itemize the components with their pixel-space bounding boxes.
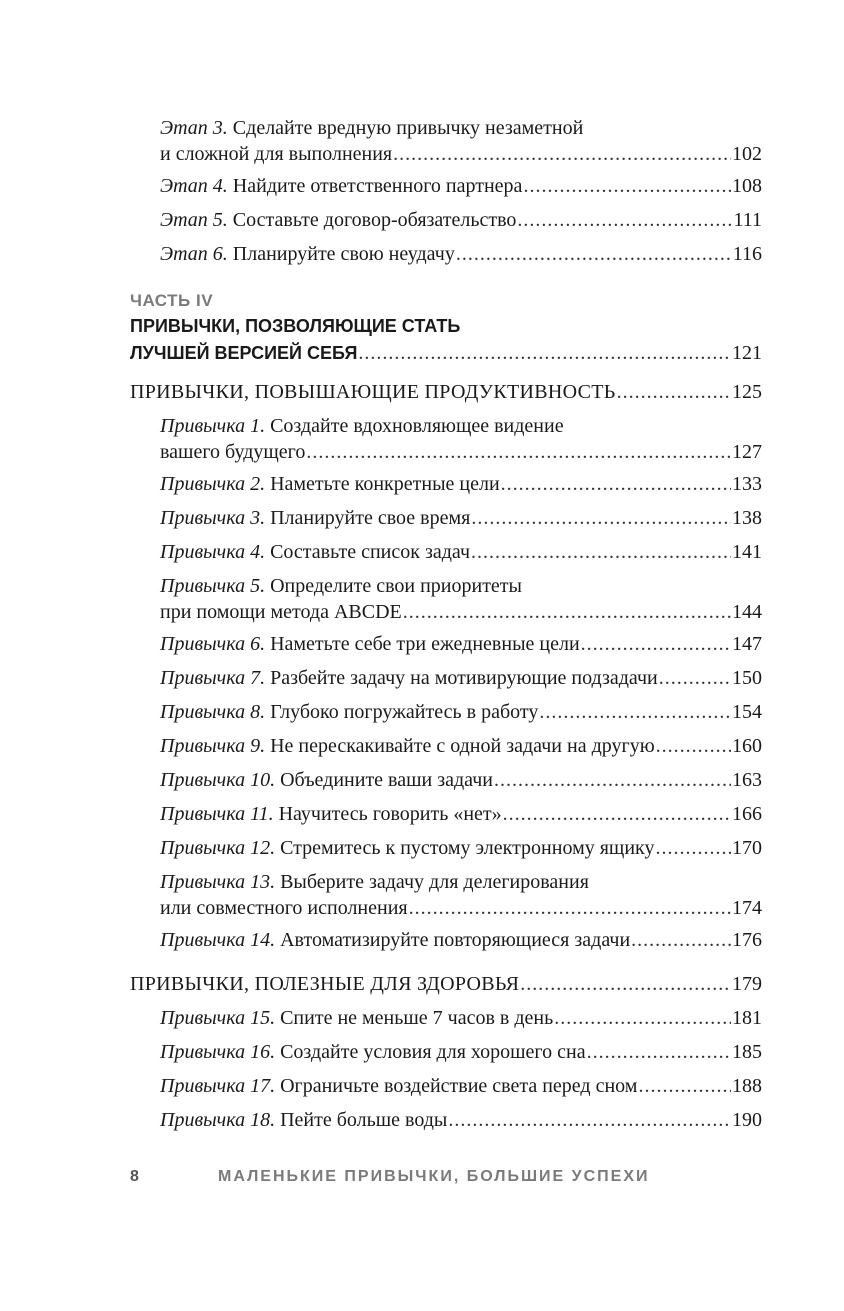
entry-prefix: Привычка 16. — [160, 1041, 276, 1063]
part-title: ПРИВЫЧКИ, ПОЗВОЛЯЮЩИЕ СТАТЬ — [130, 316, 461, 336]
dot-leader — [494, 768, 731, 792]
toc-entry — [160, 700, 762, 724]
entry-prefix: Привычка 2. — [160, 473, 266, 495]
entry-prefix: Привычка 1. — [160, 415, 266, 437]
entry-title: и сложной для выполнения — [160, 143, 393, 165]
toc-entry — [160, 1006, 762, 1030]
page-number: 138 — [732, 507, 762, 529]
page-number: 176 — [732, 929, 762, 951]
entry-title: Стремитесь к пустому электронному ящику — [280, 837, 655, 859]
toc-entry — [160, 928, 762, 952]
dot-leader — [617, 380, 731, 404]
page-number: 174 — [732, 897, 762, 919]
running-title: МАЛЕНЬКИЕ ПРИВЫЧКИ, БОЛЬШИЕ УСПЕХИ — [218, 1168, 650, 1185]
entry-title: вашего будущего — [160, 441, 306, 463]
toc-entry — [160, 836, 762, 860]
entry-prefix: Привычка 13. — [160, 871, 276, 893]
entry-prefix: Привычка 4. — [160, 541, 266, 563]
page-number: 144 — [732, 601, 762, 623]
entry-prefix: Привычка 10. — [160, 769, 276, 791]
entry-title: при помощи метода ABCDE — [160, 601, 402, 623]
dot-leader — [655, 836, 731, 860]
page-number: 181 — [732, 1007, 762, 1029]
entry-prefix: Привычка 3. — [160, 507, 266, 529]
entry-prefix: Привычка 7. — [160, 667, 266, 689]
entry-prefix: Привычка 18. — [160, 1109, 276, 1131]
entry-title: Наметьте конкретные цели — [270, 473, 500, 495]
page-number: 170 — [732, 837, 762, 859]
dot-leader — [501, 472, 731, 496]
page-number: 125 — [732, 381, 762, 403]
page-number: 190 — [732, 1109, 762, 1131]
page-number: 127 — [732, 441, 762, 463]
section-title: ПРИВЫЧКИ, ПОЛЕЗНЫЕ ДЛЯ ЗДОРОВЬЯ — [130, 973, 520, 995]
part-title-cont: ЛУЧШЕЙ ВЕРСИЕЙ СЕБЯ — [130, 343, 358, 363]
dot-leader — [520, 972, 731, 996]
entry-prefix: Привычка 15. — [160, 1007, 276, 1029]
toc-section-health — [130, 972, 762, 996]
entry-title: Наметьте себе три ежедневные цели — [270, 633, 580, 655]
entry-title: Создайте вдохновляющее видение — [270, 415, 564, 437]
page-number: 147 — [732, 633, 762, 655]
page-number: 141 — [732, 541, 762, 563]
section-title: ПРИВЫЧКИ, ПОВЫШАЮЩИЕ ПРОДУКТИВНОСТЬ — [130, 381, 616, 403]
entry-title: Автоматизируйте повторяющиеся задачи — [280, 929, 631, 951]
dot-leader — [539, 700, 731, 724]
dot-leader — [456, 242, 732, 266]
toc-entry — [160, 174, 762, 198]
entry-title: Планируйте свою неудачу — [232, 243, 455, 265]
toc-entry — [160, 1108, 762, 1132]
toc-entry — [160, 768, 762, 792]
entry-title: Разбейте задачу на мотивирующие подзадачи — [270, 667, 658, 689]
entry-prefix: Этап 5. — [160, 209, 228, 231]
toc-entry — [160, 1074, 762, 1098]
toc-entry — [160, 600, 762, 624]
page-number: 111 — [733, 209, 762, 231]
toc-entry-line — [160, 116, 762, 140]
toc-entry-line — [160, 870, 762, 894]
entry-prefix: Этап 6. — [160, 243, 228, 265]
entry-prefix: Этап 3. — [160, 117, 228, 139]
toc-entry-line — [160, 414, 762, 438]
entry-prefix: Привычка 11. — [160, 803, 274, 825]
entry-title: Выберите задачу для делегирования — [280, 871, 589, 893]
dot-leader — [448, 1108, 731, 1132]
page-number: 133 — [732, 473, 762, 495]
dot-leader — [554, 1006, 731, 1030]
dot-leader — [517, 208, 732, 232]
entry-prefix: Привычка 8. — [160, 701, 266, 723]
dot-leader — [631, 928, 731, 952]
toc-entry — [160, 666, 762, 690]
entry-prefix: Этап 4. — [160, 175, 228, 197]
dot-leader — [306, 440, 731, 464]
entry-title: Объедините ваши задачи — [280, 769, 494, 791]
dot-leader — [659, 666, 731, 690]
dot-leader — [656, 734, 731, 758]
entry-title: Определите свои приоритеты — [270, 575, 522, 597]
entry-title: Найдите ответственного партнера — [232, 175, 523, 197]
toc-entry-line — [160, 574, 762, 598]
toc-entry — [160, 734, 762, 758]
entry-title: Ограничьте воздействие света перед сном — [280, 1075, 638, 1097]
toc-section-productivity — [130, 380, 762, 404]
toc-entry — [160, 142, 762, 166]
page-number: 185 — [732, 1041, 762, 1063]
page-number: 154 — [732, 701, 762, 723]
dot-leader — [471, 540, 731, 564]
toc-entry — [160, 632, 762, 656]
part-label — [130, 288, 762, 313]
part-number: ЧАСТЬ IV — [130, 291, 214, 310]
page-number: 163 — [732, 769, 762, 791]
entry-title: или совместного исполнения — [160, 897, 408, 919]
toc-entry — [160, 440, 762, 464]
dot-leader — [358, 341, 731, 365]
toc-entry — [160, 242, 762, 266]
dot-leader — [581, 632, 731, 656]
dot-leader — [409, 896, 731, 920]
footer-page-number: 8 — [130, 1168, 141, 1185]
entry-prefix: Привычка 6. — [160, 633, 266, 655]
entry-title: Спите не меньше 7 часов в день — [280, 1007, 554, 1029]
entry-prefix: Привычка 14. — [160, 929, 276, 951]
entry-title: Планируйте свое время — [270, 507, 471, 529]
entry-prefix: Привычка 9. — [160, 735, 266, 757]
page-number: 116 — [732, 243, 762, 265]
dot-leader — [638, 1074, 731, 1098]
toc-entry — [160, 1040, 762, 1064]
dot-leader — [503, 802, 731, 826]
entry-title: Глубоко погружайтесь в работу — [270, 701, 539, 723]
page-number: 121 — [732, 342, 762, 364]
entry-prefix: Привычка 5. — [160, 575, 266, 597]
dot-leader — [587, 1040, 731, 1064]
toc-entry — [160, 208, 762, 232]
entry-title: Составьте договор-обязательство — [232, 209, 517, 231]
page-number: 102 — [732, 143, 762, 165]
entry-prefix: Привычка 12. — [160, 837, 276, 859]
page-number: 160 — [732, 735, 762, 757]
part-title-line — [130, 314, 762, 338]
toc-entry — [160, 506, 762, 530]
toc-entry — [160, 472, 762, 496]
toc-entry — [160, 896, 762, 920]
entry-title: Составьте список задач — [270, 541, 471, 563]
page-number: 188 — [732, 1075, 762, 1097]
toc-entry — [160, 540, 762, 564]
page-number: 108 — [732, 175, 762, 197]
entry-title: Создайте условия для хорошего сна — [280, 1041, 586, 1063]
dot-leader — [393, 142, 731, 166]
dot-leader — [471, 506, 731, 530]
page-number: 166 — [732, 803, 762, 825]
entry-title: Сделайте вредную привычку незаметной — [232, 117, 584, 139]
entry-prefix: Привычка 17. — [160, 1075, 276, 1097]
toc-entry — [160, 802, 762, 826]
entry-title: Пейте больше воды — [280, 1109, 448, 1131]
entry-title: Не перескакивайте с одной задачи на другую — [270, 735, 655, 757]
dot-leader — [403, 600, 731, 624]
entry-title: Научитесь говорить «нет» — [278, 803, 502, 825]
page-number: 150 — [732, 667, 762, 689]
toc-entry-part — [130, 341, 762, 365]
dot-leader — [523, 174, 731, 198]
page-number: 179 — [732, 973, 762, 995]
